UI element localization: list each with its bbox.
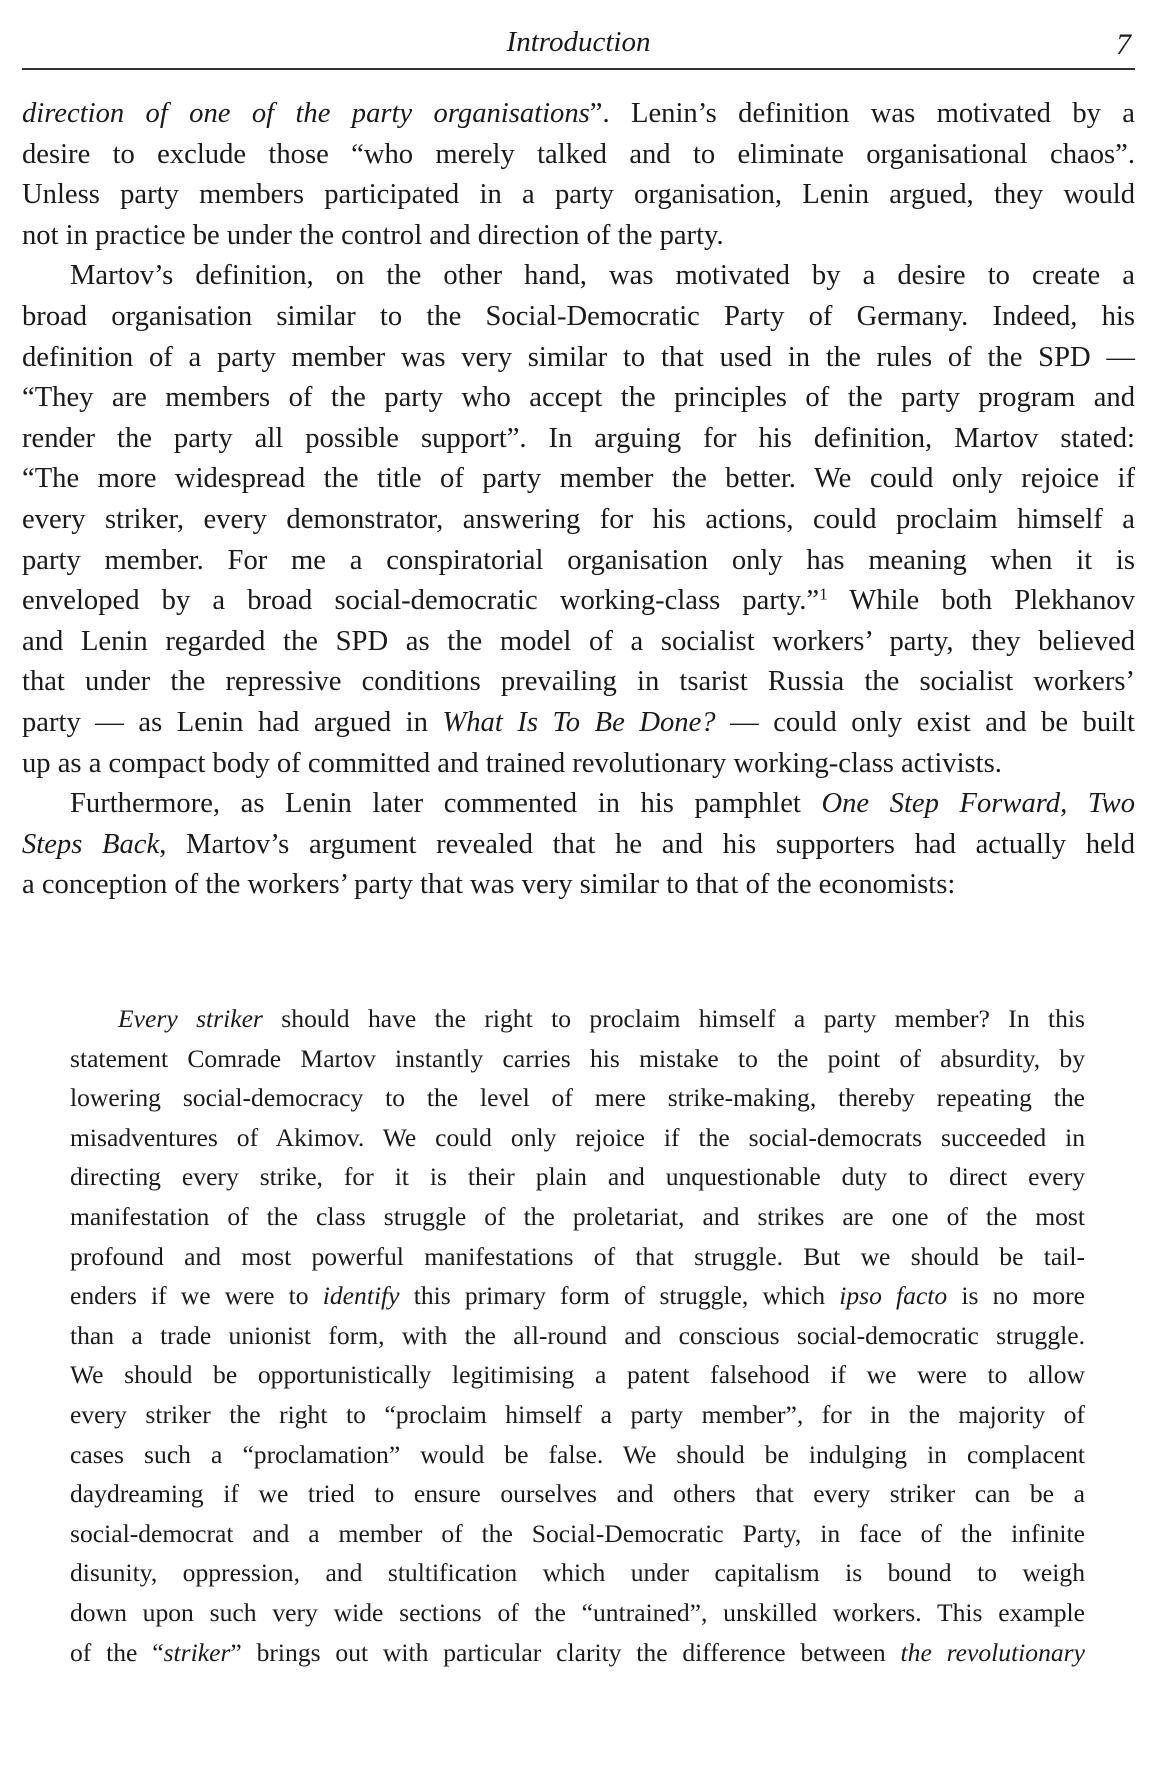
- text-line: party — as Lenin had argued in What Is To Be Done? — could only exist and be built: [22, 706, 1135, 738]
- quote-line: manifestation of the class struggle of the proletariat, and strikes are one of the most: [70, 1201, 1085, 1231]
- quote-line: than a trade unionist form, with the all-round and conscious social-democratic struggle.: [70, 1320, 1085, 1350]
- italic-phrase: Every striker: [118, 1004, 263, 1033]
- text-line: a conception of the workers’ party that was very similar to that of the economists:: [22, 869, 956, 901]
- text-line: and Lenin regarded the SPD as the model of a socialist workers’ party, they believed: [22, 625, 1135, 657]
- book-title: What Is To Be Done?: [442, 706, 716, 738]
- quote-line: We should be opportunistically legitimising a patent falsehood if we were to allow: [70, 1360, 1085, 1390]
- text-line: desire to exclude those “who merely talked and to eliminate organisational chaos”.: [22, 138, 1135, 170]
- paragraph-2: [22, 256, 1135, 784]
- italic-phrase: the revolutionary: [900, 1637, 1085, 1667]
- header-rule: [22, 68, 1135, 70]
- text-line: Steps Back, Martov’s argument revealed that he and his supporters had actually held: [22, 828, 1135, 860]
- quote-line: social-democrat and a member of the Social-Democratic Party, in face of the infinite: [70, 1518, 1085, 1548]
- paragraph-1: [22, 94, 1135, 256]
- text-line: Martov’s definition, on the other hand, was motivated by a desire to create a: [70, 260, 1135, 292]
- text-line: party member. For me a conspiratorial organisation only has meaning when it is: [22, 544, 1135, 576]
- text-line: every striker, every demonstrator, answering for his actions, could proclaim himself a: [22, 503, 1135, 535]
- italic-phrase: striker: [163, 1637, 231, 1667]
- quote-line: every striker the right to “proclaim himself a party member”, for in the majority of: [70, 1399, 1085, 1429]
- quote-line: down upon such very wide sections of the “untrained”, unskilled workers. This example: [70, 1597, 1085, 1627]
- quote-line: of the “striker” brings out with particular clarity the difference between the revolutionary: [70, 1637, 1085, 1667]
- block-quote: [70, 999, 1085, 1672]
- quote-line: statement Comrade Martov instantly carries his mistake to the point of absurdity, by: [70, 1043, 1085, 1073]
- quote-line: daydreaming if we tried to ensure ourselves and others that every striker can be a: [70, 1479, 1085, 1509]
- book-title: Steps Back: [22, 828, 160, 860]
- text-line: direction of one of the party organisations”. Lenin’s definition was motivated by a: [22, 98, 1135, 129]
- quote-line: disunity, oppression, and stultification which under capitalism is bound to weigh: [70, 1558, 1085, 1588]
- quote-line: directing every strike, for it is their plain and unquestionable duty to direct every: [70, 1162, 1085, 1192]
- book-title: One Step Forward, Two: [821, 788, 1135, 820]
- text-line: “The more widespread the title of party member the better. We could only rejoice if: [22, 463, 1135, 495]
- text-line: Furthermore, as Lenin later commented in his pamphlet One Step Forward, Two: [70, 788, 1135, 820]
- quote-line: cases such a “proclamation” would be false. We should be indulging in complacent: [70, 1439, 1085, 1469]
- text-line: enveloped by a broad social-democratic working-class party.”$^1$ While both Plekhanov: [22, 584, 1136, 617]
- footnote-reference[interactable]: 1: [819, 584, 828, 604]
- text-line: up as a compact body of committed and trained revolutionary working-class activists.: [22, 747, 1002, 779]
- quote-line: misadventures of Akimov. We could only rejoice if the social-democrats succeeded in: [70, 1122, 1085, 1152]
- running-title: Introduction: [506, 26, 651, 58]
- text-line: not in practice be under the control and direction of the party.: [22, 219, 724, 251]
- text-line: broad organisation similar to the Social-Democratic Party of Germany. Indeed, his: [22, 300, 1135, 332]
- text-line: that under the repressive conditions prevailing in tsarist Russia the socialist workers’: [22, 666, 1135, 698]
- italic-phrase: direction of one of the party organisations: [22, 98, 590, 129]
- quote-line: Every striker should have the right to proclaim himself a party member? In this: [118, 1004, 1085, 1033]
- body-text: [22, 94, 1135, 906]
- running-head: [22, 22, 1135, 62]
- text-line: render the party all possible support”. In arguing for his definition, Martov stated:: [22, 422, 1135, 454]
- quote-line: enders if we were to identify this primary form of struggle, which ipso facto is no more: [70, 1281, 1085, 1311]
- quote-line: lowering social-democracy to the level of mere strike-making, thereby repeating the: [70, 1083, 1085, 1113]
- quote-line: profound and most powerful manifestations of that struggle. But we should be tail-: [70, 1241, 1085, 1271]
- text-line: Unless party members participated in a party organisation, Lenin argued, they would: [22, 179, 1135, 211]
- text-line: “They are members of the party who accept the principles of the party program and: [22, 382, 1135, 414]
- paragraph-3: [22, 784, 1135, 906]
- text-line: definition of a party member was very similar to that used in the rules of the SPD —: [22, 341, 1135, 373]
- italic-phrase: ipso facto: [839, 1281, 948, 1311]
- italic-phrase: identify: [322, 1281, 400, 1311]
- page-number: 7: [1116, 28, 1131, 61]
